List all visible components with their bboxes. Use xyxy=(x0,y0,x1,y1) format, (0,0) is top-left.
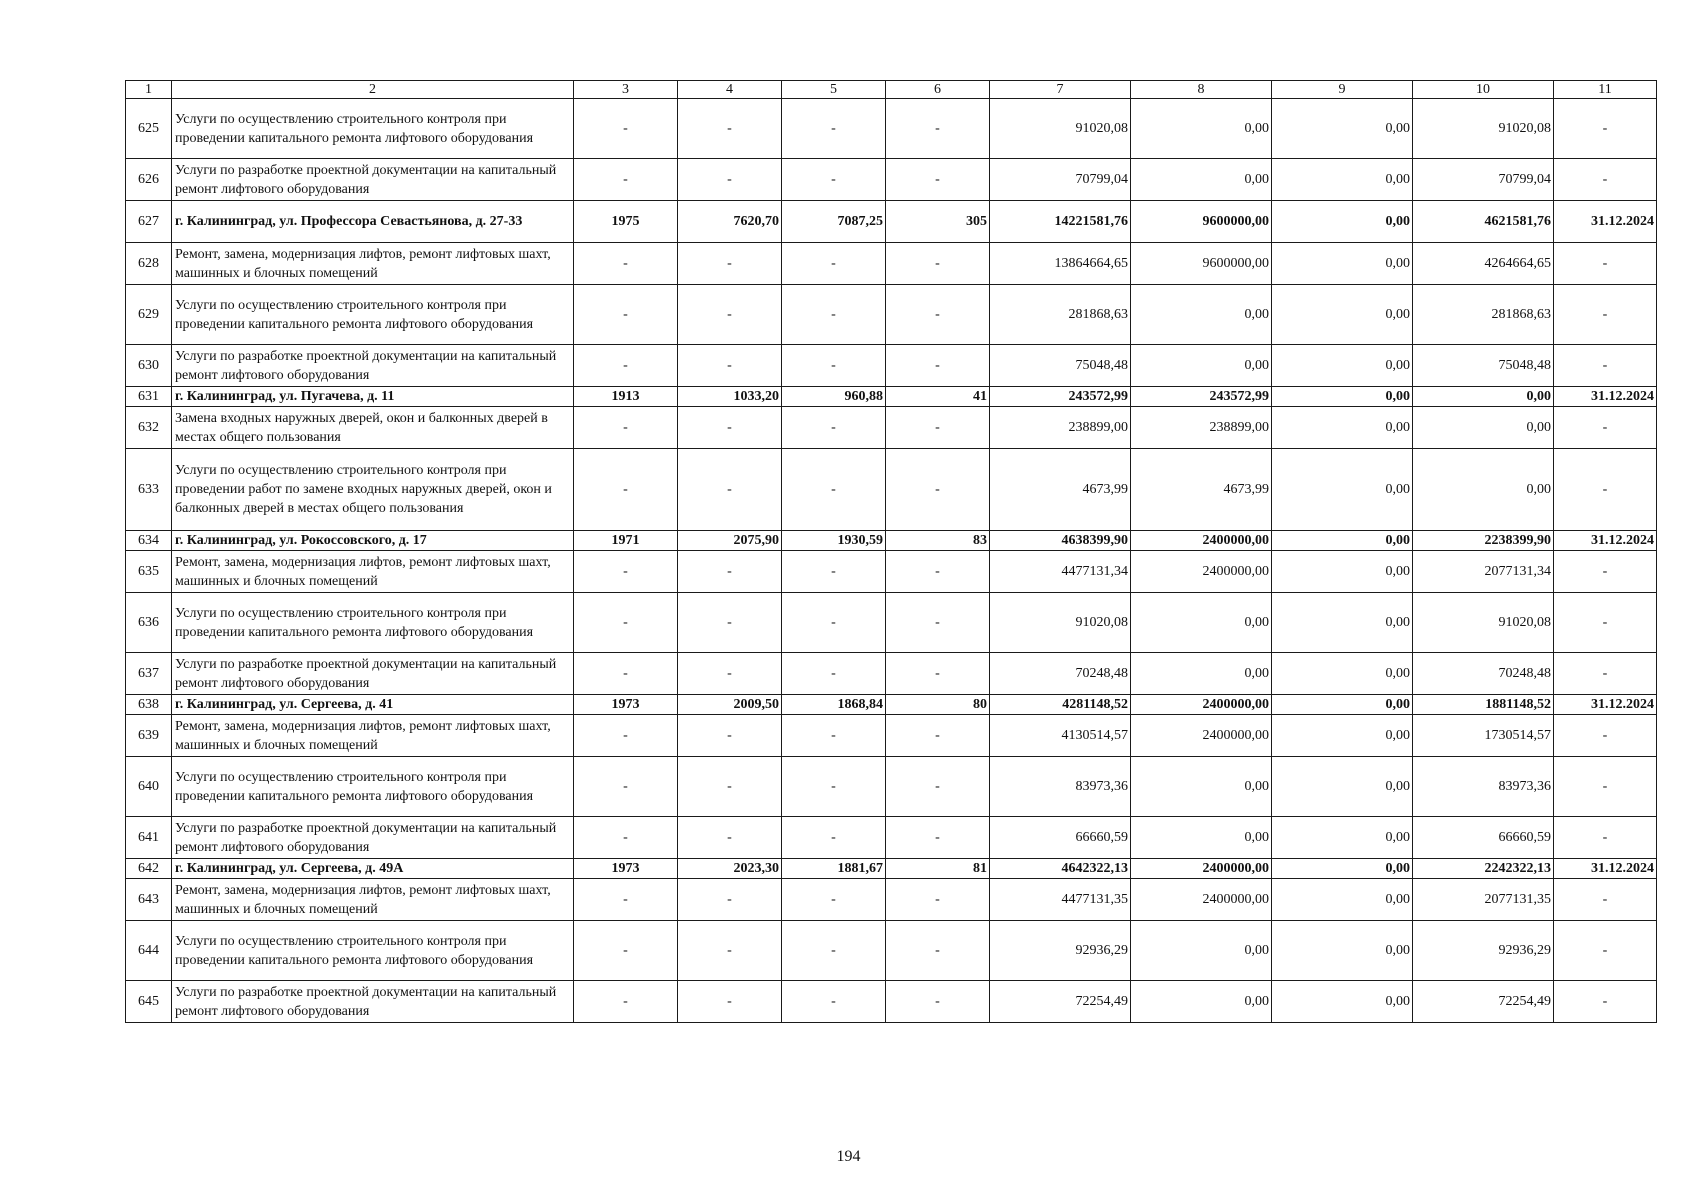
work-item-row xyxy=(126,653,1657,695)
owner-funds-cell: 66660,59 xyxy=(1413,817,1554,859)
living-area-cell: 1930,59 xyxy=(782,531,886,551)
subsidy-cell: 0,00 xyxy=(1272,879,1413,921)
subsidy-cell: 0,00 xyxy=(1272,531,1413,551)
total-cost-cell: 4281148,52 xyxy=(990,695,1131,715)
year-cell: - xyxy=(574,715,678,757)
total-cost-cell: 281868,63 xyxy=(990,285,1131,345)
residents-cell: - xyxy=(886,981,990,1023)
deadline-cell: - xyxy=(1554,159,1657,201)
row-number: 642 xyxy=(126,859,172,879)
work-item-row xyxy=(126,159,1657,201)
row-description: Услуги по осуществлению строительного контроля при проведении капитального ремонта лифтового оборудования xyxy=(172,285,574,345)
area-cell: - xyxy=(678,593,782,653)
table-body xyxy=(126,81,1657,1023)
year-cell: 1975 xyxy=(574,201,678,243)
deadline-cell: - xyxy=(1554,243,1657,285)
column-header-2: 2 xyxy=(172,81,574,99)
year-cell: - xyxy=(574,99,678,159)
column-header-8: 8 xyxy=(1131,81,1272,99)
area-cell: 1033,20 xyxy=(678,387,782,407)
fund-cell: 0,00 xyxy=(1131,99,1272,159)
column-header-3: 3 xyxy=(574,81,678,99)
column-header-9: 9 xyxy=(1272,81,1413,99)
area-cell: - xyxy=(678,817,782,859)
fund-cell: 238899,00 xyxy=(1131,407,1272,449)
work-item-row xyxy=(126,879,1657,921)
area-cell: 2023,30 xyxy=(678,859,782,879)
area-cell: - xyxy=(678,981,782,1023)
row-description: Услуги по разработке проектной документации на капитальный ремонт лифтового оборудования xyxy=(172,653,574,695)
area-cell: 2075,90 xyxy=(678,531,782,551)
subsidy-cell: 0,00 xyxy=(1272,921,1413,981)
year-cell: 1971 xyxy=(574,531,678,551)
subsidy-cell: 0,00 xyxy=(1272,593,1413,653)
area-cell: 7620,70 xyxy=(678,201,782,243)
residents-cell: 80 xyxy=(886,695,990,715)
fund-cell: 2400000,00 xyxy=(1131,695,1272,715)
deadline-cell: - xyxy=(1554,981,1657,1023)
row-number: 627 xyxy=(126,201,172,243)
row-description: Услуги по осуществлению строительного контроля при проведении работ по замене входных наружных дверей, окон и балконных дверей в местах общего пользования xyxy=(172,449,574,531)
column-number-header-row xyxy=(126,81,1657,99)
year-cell: - xyxy=(574,449,678,531)
row-description: Услуги по осуществлению строительного контроля при проведении капитального ремонта лифтового оборудования xyxy=(172,593,574,653)
fund-cell: 0,00 xyxy=(1131,593,1272,653)
year-cell: - xyxy=(574,817,678,859)
work-item-row xyxy=(126,99,1657,159)
total-cost-cell: 4477131,35 xyxy=(990,879,1131,921)
row-description: г. Калининград, ул. Пугачева, д. 11 xyxy=(172,387,574,407)
living-area-cell: - xyxy=(782,345,886,387)
area-cell: - xyxy=(678,243,782,285)
total-cost-cell: 13864664,65 xyxy=(990,243,1131,285)
area-cell: - xyxy=(678,551,782,593)
row-description: Услуги по осуществлению строительного контроля при проведении капитального ремонта лифтового оборудования xyxy=(172,757,574,817)
owner-funds-cell: 2077131,35 xyxy=(1413,879,1554,921)
row-number: 625 xyxy=(126,99,172,159)
row-description: Услуги по разработке проектной документации на капитальный ремонт лифтового оборудования xyxy=(172,159,574,201)
column-header-4: 4 xyxy=(678,81,782,99)
total-cost-cell: 238899,00 xyxy=(990,407,1131,449)
area-cell: - xyxy=(678,407,782,449)
owner-funds-cell: 91020,08 xyxy=(1413,99,1554,159)
subsidy-cell: 0,00 xyxy=(1272,159,1413,201)
owner-funds-cell: 1730514,57 xyxy=(1413,715,1554,757)
year-cell: - xyxy=(574,879,678,921)
fund-cell: 9600000,00 xyxy=(1131,201,1272,243)
owner-funds-cell: 75048,48 xyxy=(1413,345,1554,387)
column-header-5: 5 xyxy=(782,81,886,99)
owner-funds-cell: 1881148,52 xyxy=(1413,695,1554,715)
area-cell: - xyxy=(678,879,782,921)
year-cell: - xyxy=(574,593,678,653)
total-cost-cell: 4638399,90 xyxy=(990,531,1131,551)
deadline-cell: 31.12.2024 xyxy=(1554,387,1657,407)
area-cell: - xyxy=(678,653,782,695)
row-description: Услуги по осуществлению строительного контроля при проведении капитального ремонта лифтового оборудования xyxy=(172,99,574,159)
deadline-cell: - xyxy=(1554,99,1657,159)
owner-funds-cell: 70799,04 xyxy=(1413,159,1554,201)
row-description: Услуги по разработке проектной документации на капитальный ремонт лифтового оборудования xyxy=(172,981,574,1023)
deadline-cell: - xyxy=(1554,345,1657,387)
residents-cell: - xyxy=(886,99,990,159)
total-cost-cell: 70248,48 xyxy=(990,653,1131,695)
residents-cell: - xyxy=(886,449,990,531)
row-description: Ремонт, замена, модернизация лифтов, ремонт лифтовых шахт, машинных и блочных помещений xyxy=(172,243,574,285)
subsidy-cell: 0,00 xyxy=(1272,201,1413,243)
row-number: 629 xyxy=(126,285,172,345)
owner-funds-cell: 70248,48 xyxy=(1413,653,1554,695)
residents-cell: 81 xyxy=(886,859,990,879)
subsidy-cell: 0,00 xyxy=(1272,99,1413,159)
living-area-cell: - xyxy=(782,159,886,201)
row-number: 639 xyxy=(126,715,172,757)
row-number: 634 xyxy=(126,531,172,551)
column-header-1: 1 xyxy=(126,81,172,99)
living-area-cell: - xyxy=(782,653,886,695)
row-description: Ремонт, замена, модернизация лифтов, ремонт лифтовых шахт, машинных и блочных помещений xyxy=(172,879,574,921)
row-description: Услуги по разработке проектной документации на капитальный ремонт лифтового оборудования xyxy=(172,345,574,387)
row-description: г. Калининград, ул. Рокоссовского, д. 17 xyxy=(172,531,574,551)
living-area-cell: - xyxy=(782,817,886,859)
living-area-cell: - xyxy=(782,593,886,653)
owner-funds-cell: 72254,49 xyxy=(1413,981,1554,1023)
deadline-cell: - xyxy=(1554,593,1657,653)
column-header-10: 10 xyxy=(1413,81,1554,99)
work-item-row xyxy=(126,817,1657,859)
row-number: 645 xyxy=(126,981,172,1023)
living-area-cell: - xyxy=(782,921,886,981)
work-item-row xyxy=(126,407,1657,449)
row-description: Услуги по разработке проектной документации на капитальный ремонт лифтового оборудования xyxy=(172,817,574,859)
address-row xyxy=(126,859,1657,879)
deadline-cell: 31.12.2024 xyxy=(1554,531,1657,551)
owner-funds-cell: 281868,63 xyxy=(1413,285,1554,345)
subsidy-cell: 0,00 xyxy=(1272,345,1413,387)
total-cost-cell: 66660,59 xyxy=(990,817,1131,859)
year-cell: - xyxy=(574,757,678,817)
row-number: 631 xyxy=(126,387,172,407)
column-header-11: 11 xyxy=(1554,81,1657,99)
residents-cell: - xyxy=(886,593,990,653)
year-cell: - xyxy=(574,285,678,345)
row-number: 632 xyxy=(126,407,172,449)
area-cell: - xyxy=(678,285,782,345)
row-number: 636 xyxy=(126,593,172,653)
year-cell: - xyxy=(574,921,678,981)
residents-cell: - xyxy=(886,653,990,695)
subsidy-cell: 0,00 xyxy=(1272,387,1413,407)
address-row xyxy=(126,695,1657,715)
row-description: Услуги по осуществлению строительного контроля при проведении капитального ремонта лифтового оборудования xyxy=(172,921,574,981)
fund-cell: 0,00 xyxy=(1131,981,1272,1023)
row-number: 635 xyxy=(126,551,172,593)
residents-cell: - xyxy=(886,879,990,921)
residents-cell: - xyxy=(886,407,990,449)
living-area-cell: 960,88 xyxy=(782,387,886,407)
total-cost-cell: 83973,36 xyxy=(990,757,1131,817)
column-header-6: 6 xyxy=(886,81,990,99)
area-cell: - xyxy=(678,715,782,757)
residents-cell: - xyxy=(886,715,990,757)
living-area-cell: 7087,25 xyxy=(782,201,886,243)
year-cell: 1973 xyxy=(574,695,678,715)
living-area-cell: - xyxy=(782,285,886,345)
residents-cell: 41 xyxy=(886,387,990,407)
year-cell: - xyxy=(574,981,678,1023)
owner-funds-cell: 91020,08 xyxy=(1413,593,1554,653)
subsidy-cell: 0,00 xyxy=(1272,551,1413,593)
fund-cell: 2400000,00 xyxy=(1131,859,1272,879)
deadline-cell: - xyxy=(1554,653,1657,695)
deadline-cell: - xyxy=(1554,449,1657,531)
fund-cell: 2400000,00 xyxy=(1131,879,1272,921)
total-cost-cell: 75048,48 xyxy=(990,345,1131,387)
row-description: г. Калининград, ул. Сергеева, д. 41 xyxy=(172,695,574,715)
residents-cell: - xyxy=(886,285,990,345)
deadline-cell: 31.12.2024 xyxy=(1554,695,1657,715)
row-number: 638 xyxy=(126,695,172,715)
deadline-cell: - xyxy=(1554,551,1657,593)
work-item-row xyxy=(126,551,1657,593)
work-item-row xyxy=(126,345,1657,387)
subsidy-cell: 0,00 xyxy=(1272,715,1413,757)
living-area-cell: - xyxy=(782,715,886,757)
area-cell: - xyxy=(678,99,782,159)
subsidy-cell: 0,00 xyxy=(1272,981,1413,1023)
row-number: 644 xyxy=(126,921,172,981)
subsidy-cell: 0,00 xyxy=(1272,695,1413,715)
row-description: г. Калининград, ул. Профессора Севастьянова, д. 27-33 xyxy=(172,201,574,243)
row-description: Ремонт, замена, модернизация лифтов, ремонт лифтовых шахт, машинных и блочных помещений xyxy=(172,715,574,757)
row-number: 643 xyxy=(126,879,172,921)
fund-cell: 2400000,00 xyxy=(1131,531,1272,551)
area-cell: - xyxy=(678,921,782,981)
row-description: Ремонт, замена, модернизация лифтов, ремонт лифтовых шахт, машинных и блочных помещений xyxy=(172,551,574,593)
owner-funds-cell: 0,00 xyxy=(1413,387,1554,407)
fund-cell: 4673,99 xyxy=(1131,449,1272,531)
year-cell: - xyxy=(574,345,678,387)
owner-funds-cell: 2238399,90 xyxy=(1413,531,1554,551)
fund-cell: 2400000,00 xyxy=(1131,715,1272,757)
deadline-cell: - xyxy=(1554,757,1657,817)
total-cost-cell: 91020,08 xyxy=(990,99,1131,159)
living-area-cell: - xyxy=(782,879,886,921)
deadline-cell: - xyxy=(1554,715,1657,757)
residents-cell: 83 xyxy=(886,531,990,551)
year-cell: - xyxy=(574,551,678,593)
subsidy-cell: 0,00 xyxy=(1272,449,1413,531)
work-item-row xyxy=(126,243,1657,285)
row-number: 630 xyxy=(126,345,172,387)
living-area-cell: - xyxy=(782,757,886,817)
area-cell: - xyxy=(678,757,782,817)
living-area-cell: - xyxy=(782,243,886,285)
address-row xyxy=(126,201,1657,243)
work-item-row xyxy=(126,449,1657,531)
area-cell: 2009,50 xyxy=(678,695,782,715)
fund-cell: 0,00 xyxy=(1131,757,1272,817)
year-cell: - xyxy=(574,653,678,695)
subsidy-cell: 0,00 xyxy=(1272,653,1413,695)
owner-funds-cell: 92936,29 xyxy=(1413,921,1554,981)
living-area-cell: - xyxy=(782,99,886,159)
owner-funds-cell: 4264664,65 xyxy=(1413,243,1554,285)
owner-funds-cell: 2242322,13 xyxy=(1413,859,1554,879)
living-area-cell: - xyxy=(782,551,886,593)
row-number: 626 xyxy=(126,159,172,201)
page-number: 194 xyxy=(836,1148,861,1165)
fund-cell: 2400000,00 xyxy=(1131,551,1272,593)
fund-cell: 243572,99 xyxy=(1131,387,1272,407)
fund-cell: 0,00 xyxy=(1131,345,1272,387)
total-cost-cell: 14221581,76 xyxy=(990,201,1131,243)
fund-cell: 0,00 xyxy=(1131,921,1272,981)
total-cost-cell: 4642322,13 xyxy=(990,859,1131,879)
row-description: г. Калининград, ул. Сергеева, д. 49А xyxy=(172,859,574,879)
row-number: 641 xyxy=(126,817,172,859)
residents-cell: 305 xyxy=(886,201,990,243)
row-description: Замена входных наружных дверей, окон и балконных дверей в местах общего пользования xyxy=(172,407,574,449)
year-cell: 1973 xyxy=(574,859,678,879)
owner-funds-cell: 0,00 xyxy=(1413,407,1554,449)
total-cost-cell: 4477131,34 xyxy=(990,551,1131,593)
fund-cell: 9600000,00 xyxy=(1131,243,1272,285)
fund-cell: 0,00 xyxy=(1131,285,1272,345)
year-cell: - xyxy=(574,407,678,449)
deadline-cell: - xyxy=(1554,817,1657,859)
deadline-cell: - xyxy=(1554,879,1657,921)
row-number: 637 xyxy=(126,653,172,695)
row-number: 633 xyxy=(126,449,172,531)
residents-cell: - xyxy=(886,757,990,817)
subsidy-cell: 0,00 xyxy=(1272,407,1413,449)
work-item-row xyxy=(126,757,1657,817)
living-area-cell: 1881,67 xyxy=(782,859,886,879)
row-number: 628 xyxy=(126,243,172,285)
deadline-cell: - xyxy=(1554,921,1657,981)
fund-cell: 0,00 xyxy=(1131,653,1272,695)
work-item-row xyxy=(126,285,1657,345)
owner-funds-cell: 4621581,76 xyxy=(1413,201,1554,243)
total-cost-cell: 92936,29 xyxy=(990,921,1131,981)
residents-cell: - xyxy=(886,159,990,201)
work-item-row xyxy=(126,715,1657,757)
subsidy-cell: 0,00 xyxy=(1272,859,1413,879)
year-cell: - xyxy=(574,159,678,201)
residents-cell: - xyxy=(886,345,990,387)
owner-funds-cell: 0,00 xyxy=(1413,449,1554,531)
total-cost-cell: 4673,99 xyxy=(990,449,1131,531)
fund-cell: 0,00 xyxy=(1131,817,1272,859)
total-cost-cell: 70799,04 xyxy=(990,159,1131,201)
subsidy-cell: 0,00 xyxy=(1272,757,1413,817)
area-cell: - xyxy=(678,345,782,387)
residents-cell: - xyxy=(886,817,990,859)
total-cost-cell: 243572,99 xyxy=(990,387,1131,407)
residents-cell: - xyxy=(886,551,990,593)
work-item-row xyxy=(126,593,1657,653)
living-area-cell: - xyxy=(782,407,886,449)
column-header-7: 7 xyxy=(990,81,1131,99)
address-row xyxy=(126,531,1657,551)
total-cost-cell: 4130514,57 xyxy=(990,715,1131,757)
subsidy-cell: 0,00 xyxy=(1272,285,1413,345)
area-cell: - xyxy=(678,159,782,201)
total-cost-cell: 72254,49 xyxy=(990,981,1131,1023)
year-cell: 1913 xyxy=(574,387,678,407)
living-area-cell: - xyxy=(782,449,886,531)
work-item-row xyxy=(126,981,1657,1023)
subsidy-cell: 0,00 xyxy=(1272,243,1413,285)
subsidy-cell: 0,00 xyxy=(1272,817,1413,859)
living-area-cell: - xyxy=(782,981,886,1023)
total-cost-cell: 91020,08 xyxy=(990,593,1131,653)
residents-cell: - xyxy=(886,243,990,285)
year-cell: - xyxy=(574,243,678,285)
owner-funds-cell: 83973,36 xyxy=(1413,757,1554,817)
work-item-row xyxy=(126,921,1657,981)
address-row xyxy=(126,387,1657,407)
row-number: 640 xyxy=(126,757,172,817)
fund-cell: 0,00 xyxy=(1131,159,1272,201)
works-table xyxy=(125,80,1657,1023)
deadline-cell: 31.12.2024 xyxy=(1554,201,1657,243)
deadline-cell: 31.12.2024 xyxy=(1554,859,1657,879)
area-cell: - xyxy=(678,449,782,531)
residents-cell: - xyxy=(886,921,990,981)
living-area-cell: 1868,84 xyxy=(782,695,886,715)
deadline-cell: - xyxy=(1554,407,1657,449)
owner-funds-cell: 2077131,34 xyxy=(1413,551,1554,593)
deadline-cell: - xyxy=(1554,285,1657,345)
